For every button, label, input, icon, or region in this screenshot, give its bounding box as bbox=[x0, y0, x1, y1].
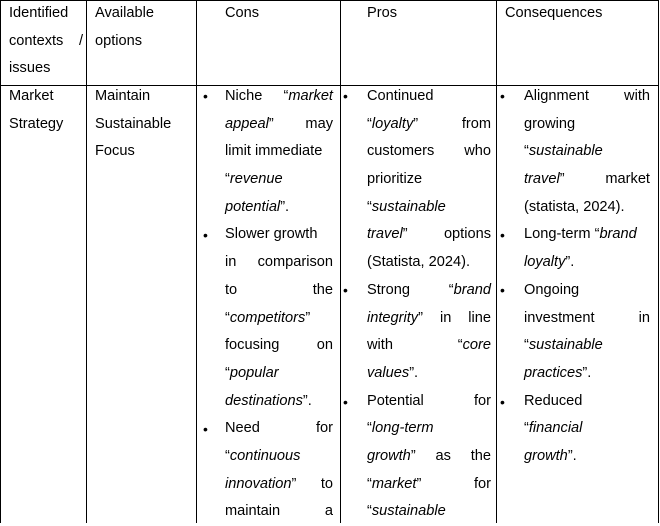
header-contexts bbox=[9, 0, 83, 83]
list-item: growth”. bbox=[524, 447, 577, 464]
list-item: Niche “market bbox=[225, 88, 333, 104]
header-cons-text: Cons bbox=[225, 5, 260, 21]
row-option-line-3: Focus bbox=[95, 143, 135, 160]
list-item: Slower growth bbox=[225, 226, 318, 243]
list-item: customers who bbox=[367, 143, 491, 160]
list-item: “continuous bbox=[225, 447, 301, 464]
list-item: destinations”. bbox=[225, 392, 312, 409]
consequences-bullet-3: • bbox=[500, 282, 505, 298]
list-item: in comparison bbox=[225, 254, 333, 271]
consequences-list bbox=[524, 83, 650, 471]
col-divider-3 bbox=[340, 0, 341, 523]
list-item: “financial bbox=[524, 420, 583, 437]
col-divider-5 bbox=[658, 0, 659, 523]
list-item: innovation” to bbox=[225, 475, 333, 492]
list-item: maintain a bbox=[225, 503, 333, 520]
list-item: with “core bbox=[367, 337, 491, 354]
header-options-line-1: Available bbox=[95, 5, 154, 21]
list-item: limit immediate bbox=[225, 143, 323, 160]
list-item: Potential for bbox=[367, 392, 491, 409]
list-item: investment in bbox=[524, 309, 650, 326]
list-item: “long-term bbox=[367, 420, 434, 437]
col-divider-2 bbox=[196, 0, 197, 523]
header-consequences bbox=[505, 0, 602, 28]
list-item: appeal” may bbox=[225, 115, 333, 132]
pros-bullet-2: • bbox=[343, 282, 348, 298]
header-options-line-2: options bbox=[95, 32, 143, 49]
list-item: values”. bbox=[367, 364, 419, 381]
header-contexts-line-2: contexts / bbox=[9, 32, 83, 49]
list-item: focusing on bbox=[225, 337, 333, 354]
cons-bullet-1: • bbox=[203, 88, 208, 104]
list-item: Long-term “brand bbox=[524, 226, 637, 243]
row-option-line-2: Sustainable bbox=[95, 115, 172, 132]
header-pros-text: Pros bbox=[367, 5, 398, 21]
col-divider-0 bbox=[0, 0, 1, 523]
list-item: “sustainable bbox=[367, 503, 446, 520]
list-item: Continued bbox=[367, 88, 434, 104]
consequences-bullet-4: • bbox=[500, 394, 505, 410]
consequences-bullet-2: • bbox=[500, 227, 505, 243]
list-item: travel” market bbox=[524, 171, 650, 188]
list-item: integrity” in line bbox=[367, 309, 491, 326]
cons-list bbox=[225, 83, 333, 526]
list-item: “sustainable bbox=[524, 143, 603, 160]
header-options bbox=[95, 0, 191, 55]
list-item: loyalty”. bbox=[524, 254, 575, 271]
header-contexts-line-1: Identified bbox=[9, 5, 69, 21]
consequences-bullet-1: • bbox=[500, 88, 505, 104]
list-item: growing bbox=[524, 115, 576, 132]
header-contexts-line-3: issues bbox=[9, 60, 51, 77]
col-divider-4 bbox=[496, 0, 497, 523]
list-item: practices”. bbox=[524, 364, 592, 381]
row-option-line-1: Maintain bbox=[95, 88, 151, 104]
list-item: growth” as the bbox=[367, 447, 491, 464]
list-item: “loyalty” from bbox=[367, 115, 491, 132]
list-item: Reduced bbox=[524, 392, 583, 409]
list-item: Need for bbox=[225, 420, 333, 437]
header-consequences-text: Consequences bbox=[505, 5, 603, 21]
list-item: (Statista, 2024). bbox=[367, 254, 471, 271]
pros-bullet-1: • bbox=[343, 88, 348, 104]
pros-list bbox=[367, 83, 491, 526]
list-item: prioritize bbox=[367, 171, 423, 188]
row-context bbox=[9, 83, 83, 138]
list-item: to the bbox=[225, 281, 333, 298]
list-item: “competitors” bbox=[225, 309, 311, 326]
list-item: travel” options bbox=[367, 226, 491, 243]
list-item: Alignment with bbox=[524, 88, 650, 104]
list-item: Strong “brand bbox=[367, 281, 491, 298]
list-item: potential”. bbox=[225, 198, 290, 215]
col-divider-1 bbox=[86, 0, 87, 523]
row-option bbox=[95, 83, 191, 166]
list-item: “revenue bbox=[225, 171, 283, 188]
header-pros bbox=[367, 0, 397, 28]
list-item: “market” for bbox=[367, 475, 491, 492]
list-item: “sustainable bbox=[367, 198, 446, 215]
row-context-line-1: Market bbox=[9, 88, 54, 104]
cons-bullet-3: • bbox=[203, 421, 208, 437]
list-item: Ongoing bbox=[524, 281, 580, 298]
row-context-line-2: Strategy bbox=[9, 115, 64, 132]
list-item: (statista, 2024). bbox=[524, 198, 625, 215]
list-item: “popular bbox=[225, 364, 279, 381]
list-item: “sustainable bbox=[524, 337, 603, 354]
pros-bullet-3: • bbox=[343, 394, 348, 410]
cons-bullet-2: • bbox=[203, 227, 208, 243]
header-cons bbox=[225, 0, 259, 28]
